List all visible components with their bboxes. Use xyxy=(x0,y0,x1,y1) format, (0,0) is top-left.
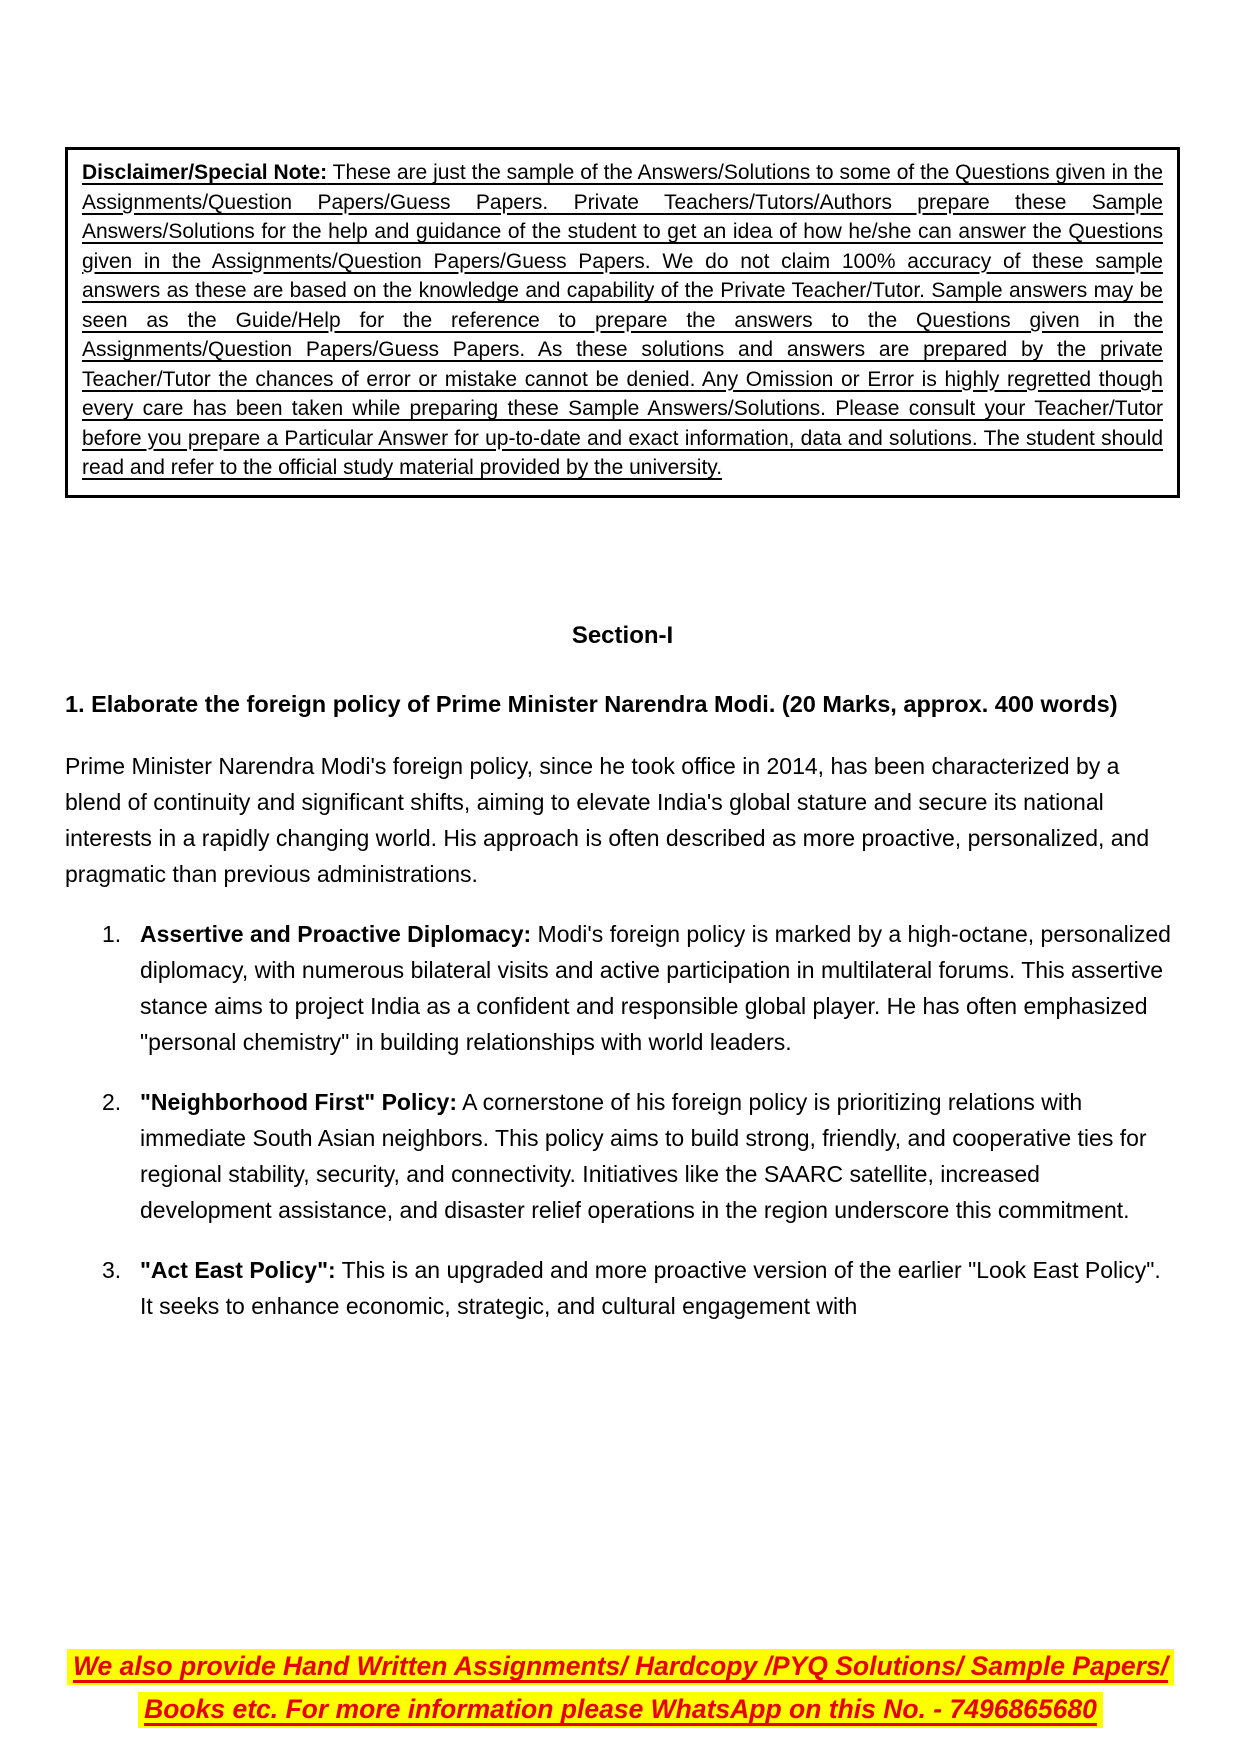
list-item-title: "Act East Policy": xyxy=(140,1256,336,1283)
answer-intro-paragraph: Prime Minister Narendra Modi's foreign policy, since he took office in 2014, has been characterized by a blend of continuity and significant shifts, aiming to elevate India's global stature and secure its national interests in a rapidly changing world. His approach is often described as more proactive, personalized, and pragmatic than previous administrations. xyxy=(65,752,1150,887)
list-item xyxy=(65,916,1180,1060)
list-item-number: 2. xyxy=(102,1088,122,1115)
promo-banner-line1 xyxy=(0,1645,1241,1688)
section-heading: Section-I xyxy=(571,621,674,649)
list-item-text xyxy=(140,1084,1180,1228)
list-item-title: "Neighborhood First" Policy: xyxy=(140,1088,457,1115)
promo-banner-line2-text: Books etc. For more information please WhatsApp on this No. - 7496865680 xyxy=(138,1692,1103,1728)
disclaimer-text xyxy=(82,158,1163,483)
promo-banner-line1-text: We also provide Hand Written Assignments/ Hardcopy /PYQ Solutions/ Sample Papers/ xyxy=(67,1649,1174,1685)
list-item xyxy=(65,1252,1180,1324)
question-heading: 1. Elaborate the foreign policy of Prime Minister Narendra Modi. (20 Marks, approx. 400 words) xyxy=(65,690,1118,717)
list-item-body: Modi's foreign policy is marked by a high-octane, personalized diplomacy, with numerous bilateral visits and active participation in multilateral forums. This assertive stance aims to project India as a confident and responsible global player. He has often emphasized "personal chemistry" in building relationships with world leaders. xyxy=(140,920,1171,1055)
list-item-text xyxy=(140,916,1180,1060)
list-item-text xyxy=(140,1252,1180,1324)
answer-points-list xyxy=(65,916,1180,1324)
disclaimer-label: Disclaimer/Special Note: xyxy=(82,161,328,184)
document-content xyxy=(65,147,1180,1348)
list-item-body: A cornerstone of his foreign policy is prioritizing relations with immediate South Asian neighbors. This policy aims to build strong, friendly, and cooperative ties for regional stability, security, and connectivity. Initiatives like the SAARC satellite, increased development assistance, and disaster relief operations in the region underscore this commitment. xyxy=(140,1088,1147,1223)
list-item-number: 1. xyxy=(102,920,122,947)
disclaimer-box xyxy=(65,147,1180,498)
promo-banner-line2 xyxy=(0,1688,1241,1731)
promo-banner xyxy=(0,1645,1241,1731)
list-item-body: This is an upgraded and more proactive version of the earlier "Look East Policy". It seeks to enhance economic, strategic, and cultural engagement with xyxy=(140,1256,1161,1319)
list-item-number: 3. xyxy=(102,1256,122,1283)
list-item xyxy=(65,1084,1180,1228)
disclaimer-body: These are just the sample of the Answers/Solutions to some of the Questions given in the Assignments/Question Papers/Guess Papers. Private Teachers/Tutors/Authors prepare these Sample Answers/Solutions for the help and guidance of the student to get an idea of how he/she can answer the Questions given in the Assignments/Question Papers/Guess Papers. We do not claim 100% accuracy of these sample answers as these are based on the knowledge and capability of the Private Teacher/Tutor. Sample answers may be seen as the Guide/Help for the reference to prepare the answers to the Questions given in the Assignments/Question Papers/Guess Papers. As these solutions and answers are prepared by the private Teacher/Tutor the chances of error or mistake cannot be denied. Any Omission or Error is highly regretted though every care has been taken while preparing these Sample Answers/Solutions. Please consult your Teacher/Tutor before you prepare a Particular Answer for up-to-date and exact information, data and solutions. The student should read and refer to the official study material provided by the university. xyxy=(82,161,1163,479)
list-item-title: Assertive and Proactive Diplomacy: xyxy=(140,920,532,947)
